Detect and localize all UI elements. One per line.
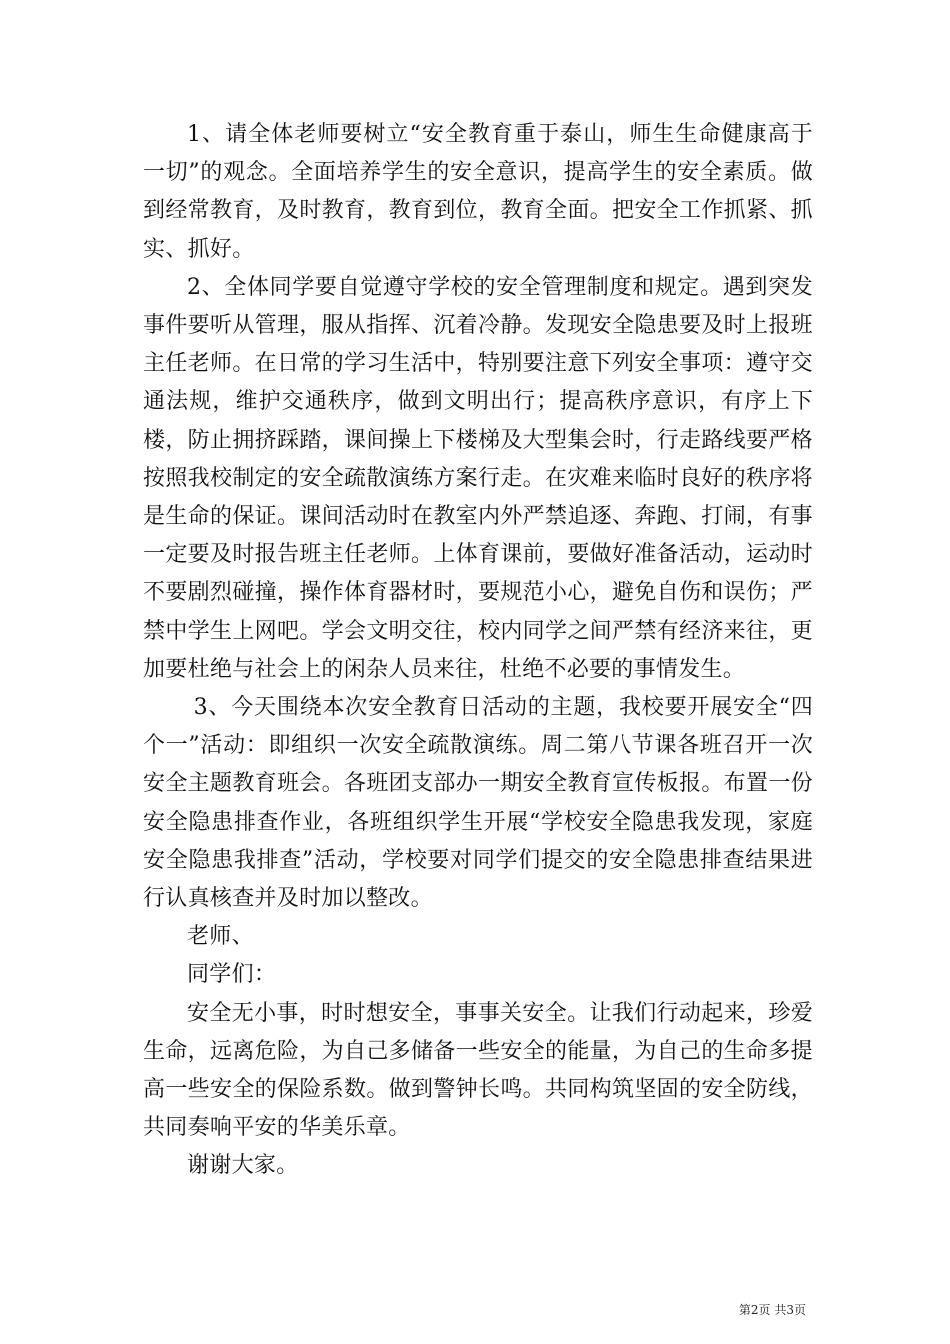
closing-thanks: 谢谢大家。 <box>187 1153 299 1179</box>
footer-suffix: 页 <box>793 1303 806 1317</box>
document-body <box>143 116 813 1186</box>
paragraph-students-rules: 2、全体同学要自觉遵守学校的安全管理制度和规定。遇到突发事件要听从管理，服从指挥、沉着冷静。发现安全隐患要及时上报班主任老师。在日常的学习生活中，特别要注意下列安全事项：遵守交通法规，维护交通秩序，做到文明出行；提高秩序意识，有序上下楼，防止拥挤踩踏，课间操上下楼梯及大型集会时，行走路线要严格按照我校制定的安全疏散演练方案行走。在灾难来临时良好的秩序将是生命的保证。课间活动时在教室内外严禁追逐、奔跑、打闹，有事一定要及时报告班主任老师。上体育课前，要做好准备活动，运动时不要剧烈碰撞，操作体育器材时，要规范小心，避免自伤和误伤；严禁中学生上网吧。学会文明交往，校内同学之间严禁有经济来往，更加要杜绝与社会上的闲杂人员来往，杜绝不必要的事情发生。 <box>143 274 813 682</box>
footer-middle: 页 共 <box>758 1303 787 1317</box>
footer-total-pages: 3 <box>786 1303 794 1317</box>
salutation-students: 同学们： <box>187 962 277 988</box>
page-number-footer <box>739 1303 806 1317</box>
salutation-teachers: 老师、 <box>187 924 254 950</box>
paragraph-closing-appeal: 安全无小事，时时想安全，事事关安全。让我们行动起来，珍爱生命，远离危险，为自己多储备一些安全的能量，为自己的生命多提高一些安全的保险系数。做到警钟长鸣。共同构筑坚固的安全防线，共同奏响平安的华美乐章。 <box>143 1000 813 1141</box>
paragraph-teachers-safety: 1、请全体老师要树立“安全教育重于泰山，师生生命健康高于一切”的观念。全面培养学生的安全意识，提高学生的安全素质。做到经常教育，及时教育，教育到位，教育全面。把安全工作抓紧、抓实、抓好。 <box>143 122 813 262</box>
footer-prefix: 第 <box>738 1303 751 1317</box>
paragraph-four-activities: 3、今天围绕本次安全教育日活动的主题，我校要开展安全“四个一”活动：即组织一次安全疏散演练。周二第八节课各班召开一次安全主题教育班会。各班团支部办一期安全教育宣传板报。布置一份安全隐患排查作业，各班组织学生开展“学校安全隐患我发现，家庭安全隐患我排查”活动，学校要对同学们提交的安全隐患排查结果进行认真核查并及时加以整改。 <box>143 695 813 912</box>
footer-current-page: 2 <box>750 1303 759 1317</box>
